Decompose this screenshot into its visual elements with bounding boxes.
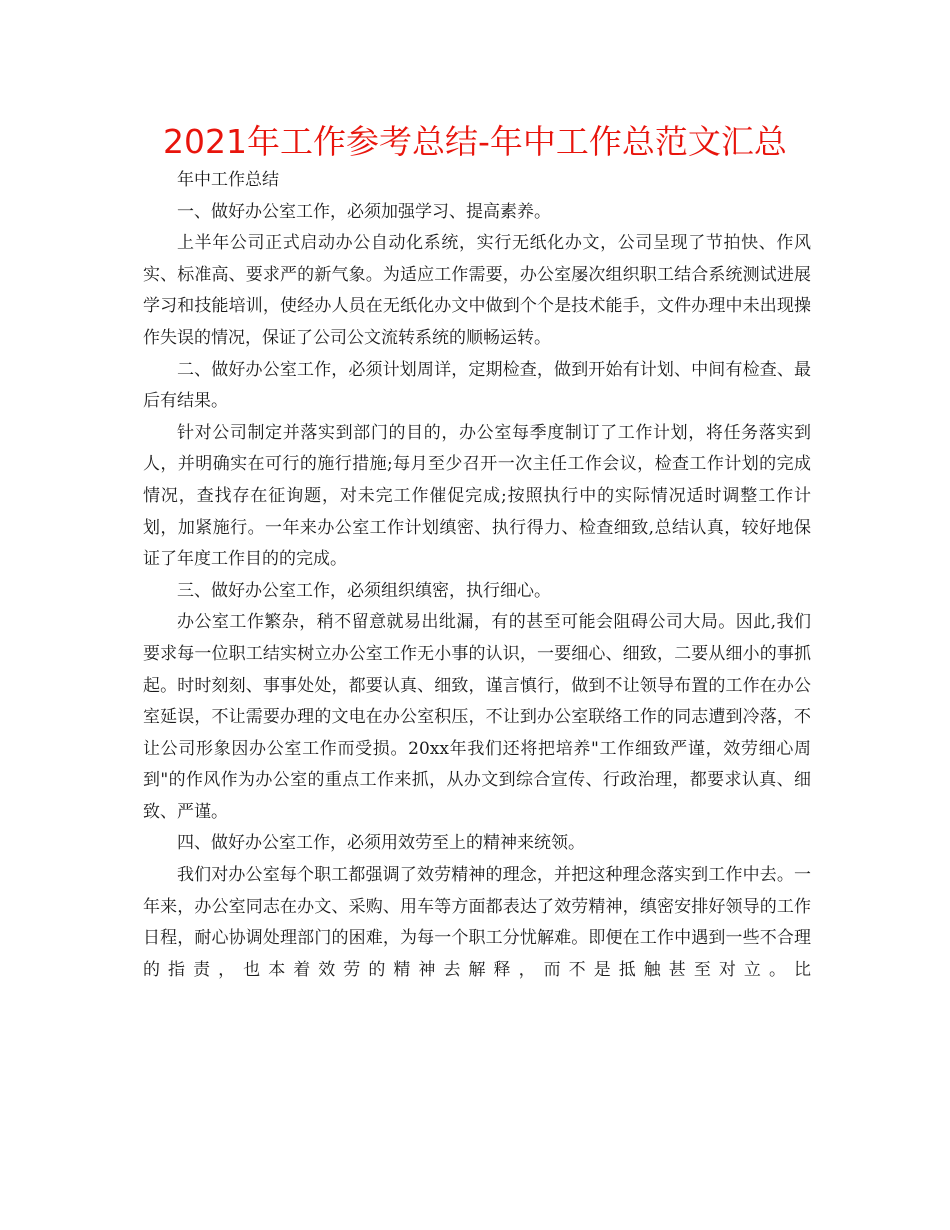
paragraph-4: 针对公司制定并落实到部门的目的，办公室每季度制订了工作计划，将任务落实到人，并明确实在可行的施行措施;每月至少召开一次主任工作会议，检查工作计划的完成情况，查找存在征询题，对未完工作催促完成;按照执行中的实际情况适时调整工作计划，加紧施行。一年来办公室工作计划缜密、执行得力、检查细致,总结认真，较好地保证了年度工作目的的完成。: [143, 422, 811, 570]
paragraph-1: 一、做好办公室工作，必须加强学习、提高素养。: [177, 201, 551, 222]
paragraph-8: 我们对办公室每个职工都强调了效劳精神的理念，并把这种理念落实到工作中去。一年来，办公室同志在办文、采购、用车等方面都表达了效劳精神，缜密安排好领导的工作日程，耐心协调处理部门的困难，为每一个职工分忧解难。即便在工作中遇到一些不合理的指责，也本着效劳的精神去解释，而不是抵触甚至对立。比: [143, 865, 811, 980]
paragraph-6: 办公室工作繁杂，稍不留意就易出纰漏，有的甚至可能会阻碍公司大局。因此,我们要求每一位职工结实树立办公室工作无小事的认识，一要细心、细致，二要从细小的事抓起。时时刻刻、事事处处，都要认真、细致，谨言慎行，做到不让领导布置的工作在办公室延误，不让需要办理的文电在办公室积压，不让到办公室联络工作的同志遭到冷落，不让公司形象因办公室工作而受损。20xx年我们还将把培养"工作细致严谨，效劳细心周到"的作风作为办公室的重点工作来抓，从办文到综合宣传、行政治理，都要求认真、细致、严谨。: [143, 612, 811, 822]
paragraph-7: 四、做好办公室工作，必须用效劳至上的精神来统领。: [177, 833, 585, 854]
document-body: [143, 165, 811, 986]
document-title: 2021年工作参考总结-年中工作总范文汇总: [163, 122, 787, 161]
paragraph-2: 上半年公司正式启动办公自动化系统，实行无纸化办文，公司呈现了节拍快、作风实、标准高、要求严的新气象。为适应工作需要，办公室屡次组织职工结合系统测试进展学习和技能培训，使经办人员在无纸化办文中做到个个是技术能手，文件办理中未出现操作失误的情况，保证了公司公文流转系统的顺畅运转。: [143, 233, 811, 348]
document-subtitle: 年中工作总结: [177, 170, 279, 190]
paragraph-3: 二、做好办公室工作，必须计划周详，定期检查，做到开始有计划、中间有检查、最后有结果。: [143, 359, 811, 412]
paragraph-5: 三、做好办公室工作，必须组织缜密，执行细心。: [177, 580, 551, 601]
